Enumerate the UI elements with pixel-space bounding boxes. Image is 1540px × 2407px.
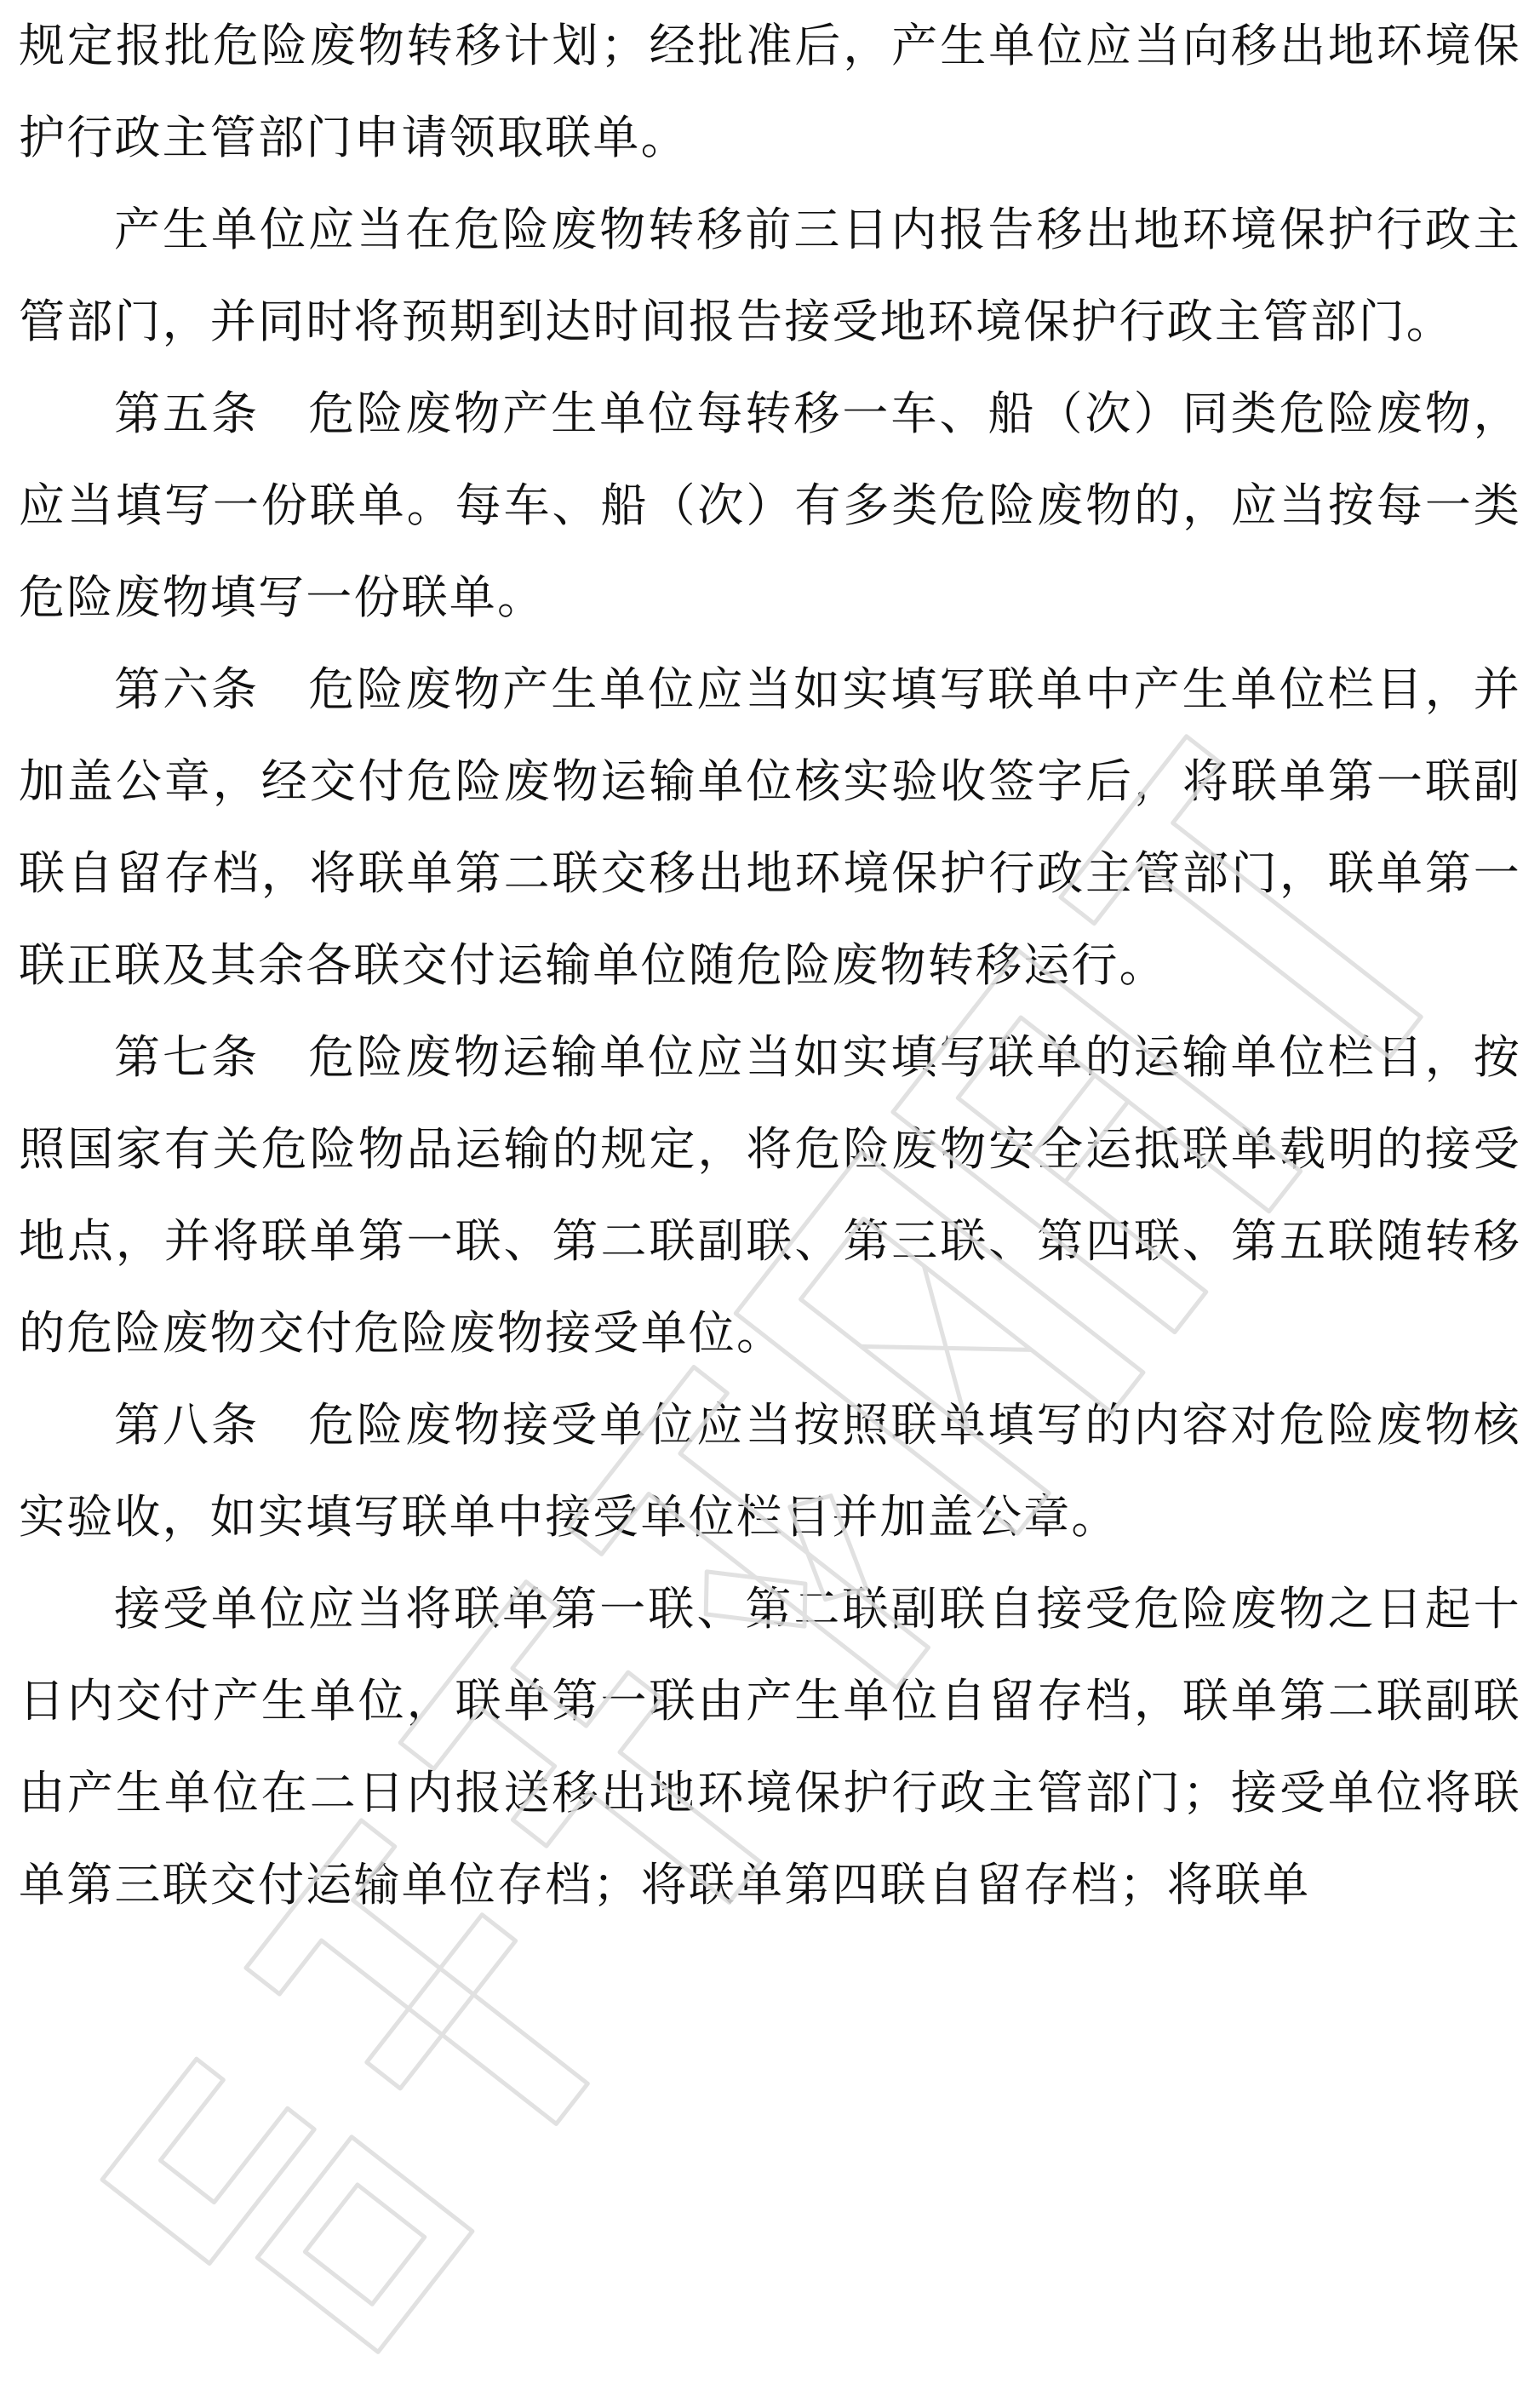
article-8-text: 第八条 危险废物接受单位应当按照联单填写的内容对危险废物核实验收，如实填写联单中接受单位栏目并加盖公章。 <box>19 1398 1521 1544</box>
article-7-text: 第七条 危险废物运输单位应当如实填写联单的运输单位栏目，按照国家有关危险物品运输的规定，将危险废物安全运抵联单载明的接受地点，并将联单第一联、第二联副联、第三联、第四联、第五联随转移的危险废物交付危险废物接受单位。 <box>19 1030 1521 1360</box>
paragraph-2 <box>19 184 1521 368</box>
article-8-paragraph <box>19 1379 1521 1563</box>
article-6-paragraph <box>19 644 1521 1012</box>
article-6-text: 第六条 危险废物产生单位应当如实填写联单中产生单位栏目，并加盖公章，经交付危险废物运输单位核实验收签字后，将联单第一联副联自留存档，将联单第二联交移出地环境保护行政主管部门，联单第一联正联及其余各联交付运输单位随危险废物转移运行。 <box>19 662 1521 992</box>
article-7-paragraph <box>19 1012 1521 1379</box>
paragraph-receiver-duties <box>19 1563 1521 1931</box>
paragraph-2-text: 产生单位应当在危险废物转移前三日内报告移出地环境保护行政主管部门，并同时将预期到达时间报告接受地环境保护行政主管部门。 <box>19 203 1521 348</box>
paragraph-1-text: 规定报批危险废物转移计划；经批准后，产生单位应当向移出地环境保护行政主管部门申请领取联单。 <box>19 19 1521 164</box>
paragraph-1 <box>19 0 1521 184</box>
document-body <box>19 0 1521 1931</box>
article-5-text: 第五条 危险废物产生单位每转移一车、船（次）同类危险废物，应当填写一份联单。每车、船（次）有多类危险废物的，应当按每一类危险废物填写一份联单。 <box>19 387 1521 624</box>
article-5-paragraph <box>19 368 1521 644</box>
paragraph-receiver-duties-text: 接受单位应当将联单第一联、第二联副联自接受危险废物之日起十日内交付产生单位，联单第一联由产生单位自留存档，联单第二联副联由产生单位在二日内报送移出地环境保护行政主管部门；接受单位将联单第三联交付运输单位存档；将联单第四联自留存档；将联单 <box>19 1582 1521 1911</box>
